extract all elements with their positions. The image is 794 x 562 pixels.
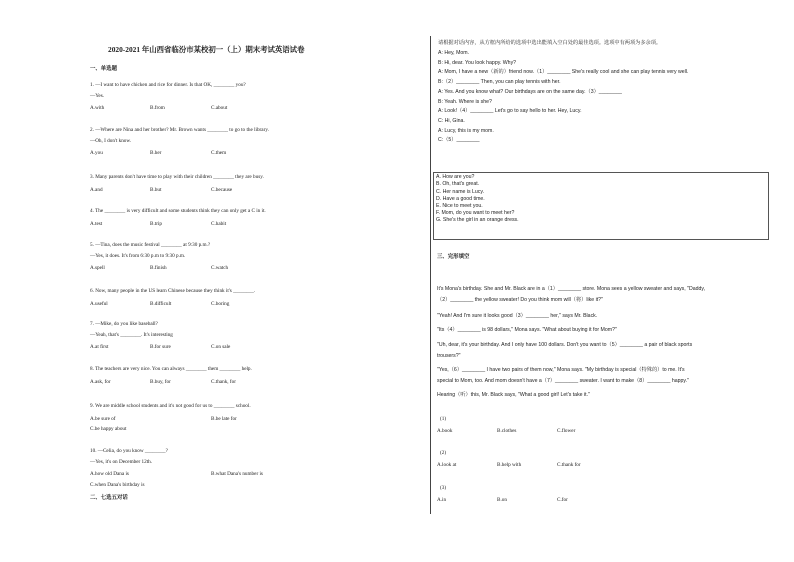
question-10-option: C.when Dana's birthday is <box>90 481 145 488</box>
cloze-question-number: (3) <box>440 485 447 491</box>
passage-line: "Yeah! And I'm sure it looks good（3）________ her," says Mr. Black. <box>437 313 598 319</box>
box-option: E. Nice to meet you. <box>436 202 483 209</box>
cloze-option: A.book <box>437 427 453 434</box>
dialogue-line: A: Yes. And you know what? Our birthdays are on the same day.（3）________ <box>438 88 622 95</box>
question-10-line: —Yes, it's on December 12th. <box>90 458 153 465</box>
question-1-option: A.with <box>90 105 105 111</box>
box-option: A. How are you? <box>436 174 475 181</box>
passage-line: "Uh, dear, it's your birthday. And I only have 100 dollars. Don't you want to（5）________ a pair of black sports <box>437 342 693 348</box>
question-1-option: C.about <box>211 105 228 111</box>
question-6-line: 6. Now, many people in the US learn Chinese because they think it's ________. <box>90 288 256 294</box>
passage-line: （2）________ the yellow sweater! Do you think mom will（将）like it?" <box>437 297 603 303</box>
question-2-line: —Oh, I don't know. <box>90 137 132 144</box>
question-5-line: —Yes, it does. It's from 6:30 p.m to 9:30 p.m. <box>90 252 186 259</box>
dialogue-line: B:（2）________ Then, you can play tennis with her. <box>438 79 561 86</box>
question-10-line: 10. —Celia, do you know ________? <box>90 448 168 454</box>
question-7-line: 7. —Mike, do you like baseball? <box>90 321 158 327</box>
passage-line: Hearing（听）this, Mr. Black says, "What a good girl! Let's take it." <box>437 392 590 398</box>
question-1-line: —Yes. <box>90 92 105 99</box>
question-4-option: C.habit <box>211 220 227 227</box>
question-8-option: B.buy, for <box>150 378 171 385</box>
question-9-option: A.be sure of <box>90 415 116 422</box>
page-title: 2020-2021 年山西省临汾市某校初一（上）期末考试英语试卷 <box>108 45 305 54</box>
question-10-option: B.what Dana's number is <box>211 471 263 477</box>
box-option: G. She's the girl in an orange dress. <box>436 217 519 224</box>
box-option: F. Mom, do you want to meet her? <box>436 210 515 217</box>
question-4-option: B.trip <box>150 220 162 227</box>
cloze-option: C.flower <box>557 427 576 434</box>
passage-line: It's Mona's birthday. She and Mr. Black are in a（1）________ store. Mona sees a yellow sweater and says, "Daddy, <box>437 286 706 292</box>
cloze-option: A.in <box>437 496 447 503</box>
passage-line: "Its（4）________ is 98 dollars," Mona says. "What about buying it for Mom?" <box>437 327 617 333</box>
question-7-line: —Yeah, that's ________. It's interesting <box>90 331 173 338</box>
dialogue-line: B: Yeah. Where is she? <box>438 98 492 105</box>
question-9-option: C.be happy about <box>90 426 127 432</box>
question-3-option: C.because <box>211 186 233 193</box>
column-divider <box>430 36 431 514</box>
cloze-question-number: (1) <box>440 416 447 422</box>
question-5-option: B.finish <box>150 265 167 271</box>
question-2-option: B.her <box>150 150 162 156</box>
cloze-option: B.help with <box>497 461 522 468</box>
question-5-option: A.spell <box>90 265 105 271</box>
section2-heading: 二、七选五对话 <box>90 495 128 501</box>
dialogue-line: A: Hey, Mom. <box>438 50 470 56</box>
question-2-option: C.them <box>211 150 227 156</box>
box-option: C. Her name is Lucy. <box>436 188 485 195</box>
cloze-option: A.look at <box>437 461 457 468</box>
dialogue-line: A: Look!（4）________ Let's go to say hello to her. Hey, Lucy. <box>438 108 582 115</box>
dialogue-line: A: Lucy, this is my mom. <box>438 127 494 134</box>
question-5-line: 5. —Tina, does the music festival ________ at 9:30 p.m.? <box>90 242 211 248</box>
question-4-line: 4. The ________ is very difficult and some students think they can only get a C in it. <box>90 208 266 214</box>
question-3-line: 3. Many parents don't have time to play with their children ________ they are busy. <box>90 174 264 180</box>
box-option: B. Oh, that's great. <box>436 181 480 188</box>
question-2-option: A.you <box>90 150 103 156</box>
section3-heading: 三、完形填空 <box>437 254 470 260</box>
right-instruction: 请根据对话内容，从方框内所给的选项中选出能填入空白处的最佳选项。选项中有两项为多余项。 <box>438 40 662 46</box>
cloze-option: C.thank for <box>557 461 581 468</box>
question-8-line: 8. The teachers are very nice. You can always ________ them ________ help. <box>90 366 252 372</box>
question-7-option: B.for sure <box>150 344 171 350</box>
dialogue-line: A: Mom, I have a new（新的）friend now.（1）________ She's really cool and she can play tennis very well. <box>438 69 689 76</box>
cloze-option: B.on <box>497 496 507 503</box>
cloze-option: C.for <box>557 496 568 503</box>
question-8-option: C.thank, for <box>211 378 236 385</box>
question-3-option: B.but <box>150 186 162 193</box>
question-1-line: 1. —I want to have chicken and rice for dinner. Is that OK, ________ you? <box>90 82 246 88</box>
question-3-option: A.and <box>90 186 103 193</box>
dialogue-line: C:（5）________ <box>438 137 480 144</box>
cloze-option: B.clothes <box>497 427 517 434</box>
question-9-option: B.be late for <box>211 415 237 422</box>
question-1-option: B.from <box>150 105 165 111</box>
question-5-option: C.watch <box>211 265 229 271</box>
passage-line: special to Mom, too. And mom doesn't have a（7）________ sweater. I want to make（8）________ happy." <box>437 378 689 384</box>
question-6-option: B.difficult <box>150 300 172 307</box>
cloze-question-number: (2) <box>440 450 447 456</box>
section1-heading: 一、单选题 <box>90 66 117 72</box>
box-option: D. Have a good time. <box>436 195 485 202</box>
dialogue-line: B: Hi, dear. You look happy. Why? <box>438 59 517 66</box>
passage-line: "Yes,（6）________ I have two pairs of them now," Mona says. "My birthday is special（特殊的）to me. It's <box>437 367 685 373</box>
options-box <box>433 172 769 240</box>
question-6-option: A.useful <box>90 300 108 307</box>
question-7-option: C.on sale <box>211 344 231 350</box>
question-10-option: A.how old Dana is <box>90 471 129 477</box>
question-7-option: A.at first <box>90 344 109 350</box>
question-2-line: 2. —Where are Nina and her brother? Mr. Brown wants ________ to go to the library. <box>90 127 269 133</box>
passage-line: trousers?" <box>437 353 461 359</box>
question-9-line: 9. We are middle school students and it's not good for us to ________ school. <box>90 403 251 409</box>
question-8-option: A.ask, for <box>90 378 111 385</box>
question-4-option: A.test <box>90 220 103 227</box>
question-6-option: C.boring <box>211 300 230 307</box>
dialogue-line: C: Hi, Gina. <box>438 117 465 124</box>
